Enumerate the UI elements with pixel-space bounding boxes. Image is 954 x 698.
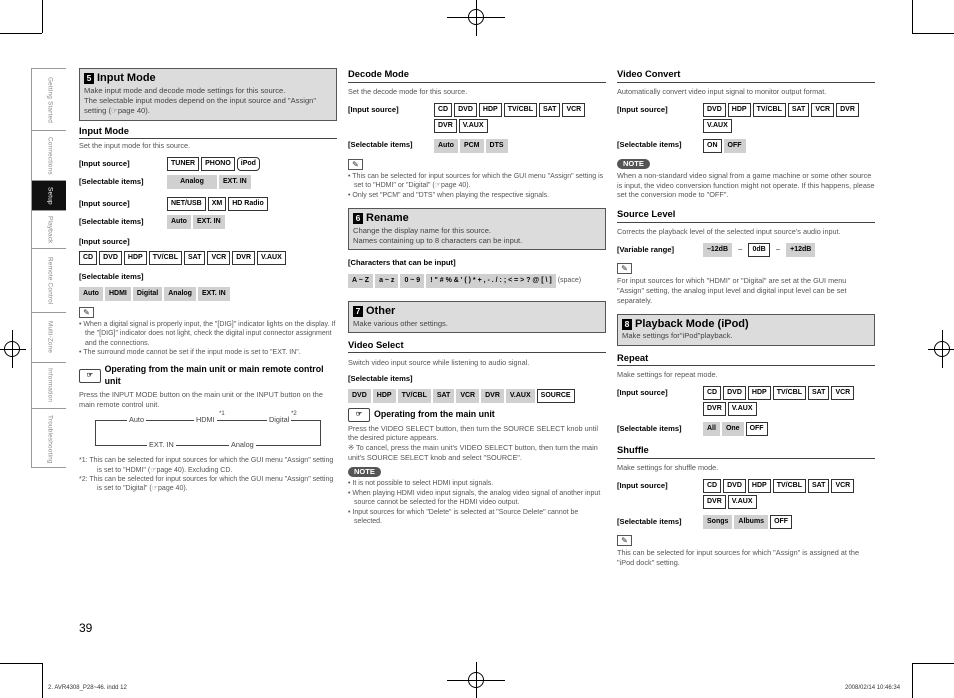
subsection-title: Shuffle (617, 444, 875, 459)
column-decode-rename: Decode Mode Set the decode mode for this source. [Input source] CD DVD HDP TV/CBL SAT VCR DVR V.AUX [Selectable items] Auto PCM DTS ✎ • This can be selected for input sources for which the GUI menu "Assign" setting is set to "HDMI" or "Digital" (☞page 40). • Only set "PCM" and "DTS" when playing the respective signals. 6 Rename Change the display name for this source. Names containing up to 8 characters can be input. [Characters that can be input] A ~ Z a ~ z 0 ~ 9 ! " # % & ' ( ) * + , - . / : ; < = > ? @ [ \ ] (space) 7 Other Make various other settings. Video Select Switch video input source while listening to audio signal. [Selectable items] DVD HDP TV/CBL SAT VCR DVR V.AUX SOURCE ☞ Operating from the main unit Press the VIDEO SELECT button, then turn the SOURCE SELECT knob until the desired picture appears. ※ To cancel, press the main unit's VIDEO SELECT button, then turn the main unit's SOURCE SELECT knob and select "SOURCE". NOTE • It is not possible to select HDMI input signals. • When playing HDMI video input signals, the analog video signal of another input source cannot be selected for the HDMI video output. • Input sources for which "Delete" is selected at "Source Delete" cannot be selected. (348, 68, 606, 526)
note-badge: NOTE (348, 467, 381, 477)
pencil-icon: ✎ (617, 535, 632, 546)
footer-date: 2008/02/14 10:46:34 (845, 685, 901, 691)
pencil-icon: ✎ (79, 307, 94, 318)
pencil-icon: ✎ (348, 159, 363, 170)
note-badge: NOTE (617, 159, 650, 169)
section-title: Input Mode (97, 72, 156, 84)
tab-setup[interactable]: Setup (32, 181, 66, 211)
subsection-title: Source Level (617, 208, 875, 223)
footer-file: 2. AVR4308_P28~46. indd 12 (48, 685, 127, 691)
page-number: 39 (79, 621, 93, 635)
section-tabs (31, 68, 66, 468)
subsection-title: Repeat (617, 352, 875, 367)
tab-playback[interactable]: Playback (32, 211, 66, 249)
column-input-mode: 5 Input Mode Make input mode and decode mode settings for this source. The selectable input modes depend on the input source and "Assign" setting (☞page 40). Input Mode Set the input mode for this source. [Input source] TUNER PHONO iPod [Selectable items] Analog EXT. IN [Input source] NET/USB XM HD Radio [Selectable items] Auto EXT. IN [Input source] CD DVD HDP TV/CBL SAT VCR DVR V.AUX [Selectable items] Auto HDMI Digital Analog EXT. IN ✎ • When a digital signal is properly input, the "[DIG]" indicator lights on the display. If the "[DIG]" indicator does not light, check the digital input connector assignment and the connections. • The surround mode cannot be set if the input mode is set to "EXT. IN". ☞ Operating from the main unit or main remote control unit Press the INPUT MODE button on the main unit or the INPUT button on the main remote control unit. Auto HDMI *1 Digital *2 EXT. IN Analog *1: This can be selected for input sources for which the GUI menu "Assign" setting is set to "HDMI" (☞page 40). Excluding CD. *2: This can be selected for input sources for which the GUI menu "Assign" setting is set to "Digital" (☞page 40). (79, 68, 337, 494)
input-mode-cycle-diagram: Auto HDMI *1 Digital *2 EXT. IN Analog (79, 414, 337, 452)
tab-multi-zone[interactable]: Multi-Zone (32, 313, 66, 363)
subsection-title: Video Select (348, 339, 606, 354)
subsection-title: Video Convert (617, 68, 875, 83)
tab-getting-started[interactable]: Getting Started (32, 69, 66, 131)
tab-remote-control[interactable]: Remote Control (32, 249, 66, 313)
section-header-other: 7 Other Make various other settings. (348, 301, 606, 333)
tab-information[interactable]: Information (32, 363, 66, 409)
subsection-title: Decode Mode (348, 68, 606, 83)
hand-remote-icon: ☞ (79, 369, 101, 383)
subsection-title: Input Mode (79, 125, 337, 140)
tab-troubleshooting[interactable]: Troubleshooting (46, 414, 54, 464)
section-header-playback-mode: 8 Playback Mode (iPod) Make settings for"iPod"playback. (617, 314, 875, 346)
hand-icon: ☞ (348, 408, 370, 422)
section-header-input-mode: 5 Input Mode Make input mode and decode mode settings for this source. The selectable input modes depend on the input source and "Assign" setting (☞page 40). (79, 68, 337, 121)
column-video-ipod: Video Convert Automatically convert video input signal to monitor output format. [Input source] DVD HDP TV/CBL SAT VCR DVR V.AUX [Selectable items] ON OFF NOTE When a non-standard video signal from a game machine or some other source is input, the video conversion function might not operate. If this happens, please set the conversion mode to "OFF". Source Level Corrects the playback level of the selected input source's audio input. [Variable range] –12dB ~ 0dB ~ +12dB ✎ For input sources for which "HDMI" or "Digital" are set at the GUI menu "Assign" setting, the analog input level and digital input level can be set separately. 8 Playback Mode (iPod) Make settings for"iPod"playback. Repeat Make settings for repeat mode. [Input source] CD DVD HDP TV/CBL SAT VCR DVR V.AUX [Selectable items] All One OFF Shuffle Make settings for shuffle mode. [Input source] CD DVD HDP TV/CBL SAT VCR DVR V.AUX [Selectable items] Songs Albums OFF ✎ This can be selected for input sources for which "Assign" is assigned at the "iPod dock" setting. (617, 68, 875, 567)
tab-connections[interactable]: Connections (32, 131, 66, 181)
pencil-icon: ✎ (617, 263, 632, 274)
section-header-rename: 6 Rename Change the display name for this source. Names containing up to 8 characters can be input. (348, 208, 606, 250)
